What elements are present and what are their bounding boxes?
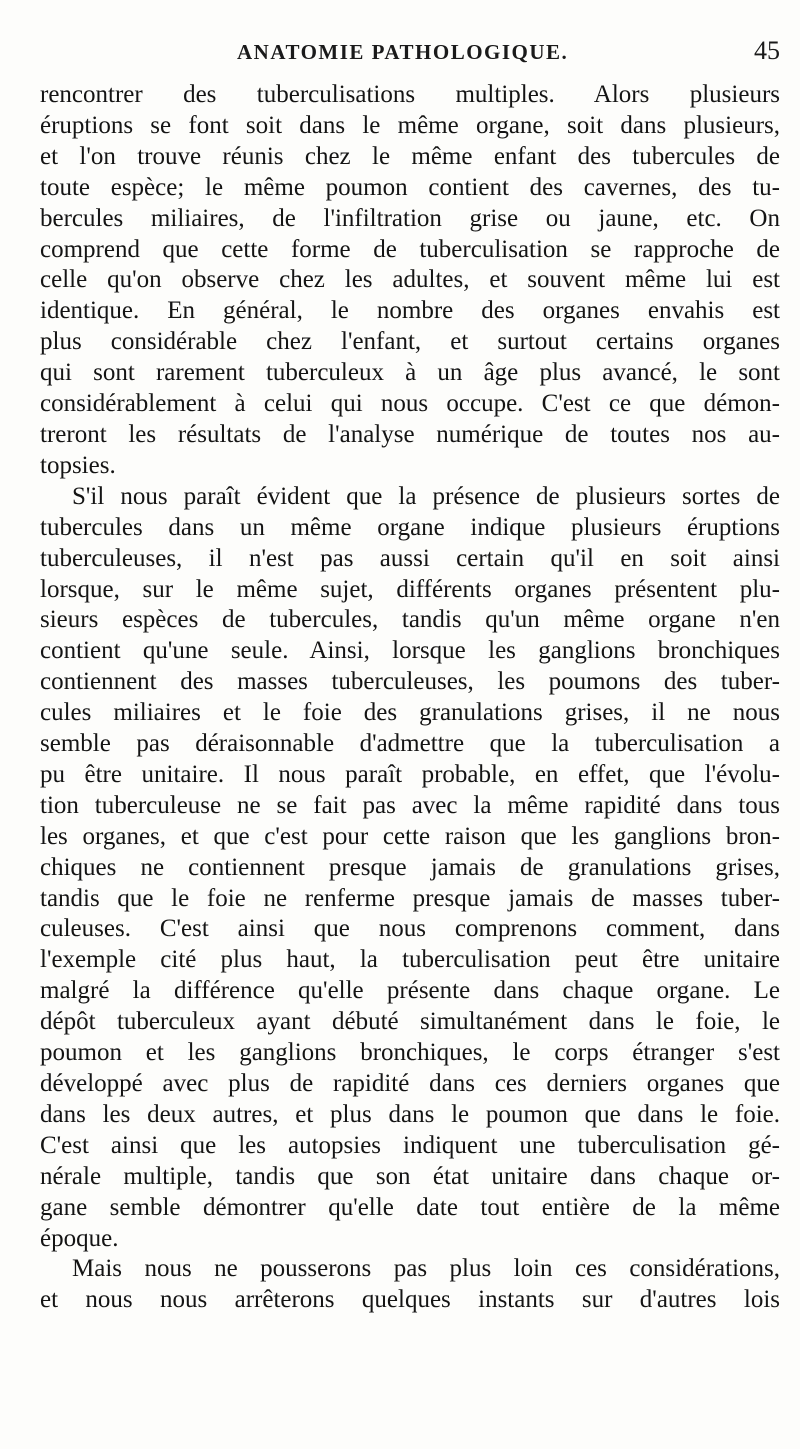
text-line: contiennent des masses tuberculeuses, les poumons des tuber- [40,668,780,696]
text-line: développé avec plus de rapidité dans ces derniers organes que [40,1070,780,1097]
text-line: contient qu'une seule. Ainsi, lorsque les ganglions bronchiques [40,637,780,665]
body-text [40,80,780,1316]
text-line: treront les résultats de l'analyse numérique de toutes nos au- [40,420,780,448]
text-line: malgré la différence qu'elle présente dans chaque organe. Le [40,977,780,1005]
running-title: ANATOMIE PATHOLOGIQUE. [237,40,569,64]
text-line: rencontrer des tuberculisations multiples. Alors plusieurs [40,81,780,108]
text-line: tion tuberculeuse ne se fait pas avec la même rapidité dans tous [40,791,780,819]
text-line: tubercules dans un même organe indique plusieurs éruptions [40,513,780,541]
text-line: toute espèce; le même poumon contient des cavernes, des tu- [40,173,780,201]
paragraph-2 [40,482,780,1255]
text-line: éruptions se font soit dans le même organe, soit dans plusieurs, [40,111,780,139]
text-line: chiques ne contiennent presque jamais de granulations grises, [40,853,780,881]
text-line: et nous nous arrêterons quelques instants sur d'autres lois [40,1286,780,1314]
text-line: nérale multiple, tandis que son état unitaire dans chaque or- [40,1162,780,1190]
text-line: cules miliaires et le foie des granulations grises, il ne nous [40,699,780,727]
text-line: bercules miliaires, de l'infiltration grise ou jaune, etc. On [40,204,780,232]
text-line: qui sont rarement tuberculeux à un âge plus avancé, le sont [40,359,780,387]
text-line: topsies. [40,451,116,479]
text-line: pu être unitaire. Il nous paraît probable, en effet, que l'évolu- [40,760,780,788]
text-line: sieurs espèces de tubercules, tandis qu'un même organe n'en [40,606,780,634]
paragraph-3 [40,1254,780,1316]
text-line: celle qu'on observe chez les adultes, et souvent même lui est [40,266,780,294]
text-line: poumon et les ganglions bronchiques, le corps étranger s'est [40,1039,780,1067]
text-line: S'il nous paraît évident que la présence de plusieurs sortes de [72,482,780,510]
text-line: l'exemple cité plus haut, la tuberculisation peut être unitaire [40,946,780,974]
text-line: plus considérable chez l'enfant, et surtout certains organes [40,328,780,356]
text-line: époque. [40,1224,119,1252]
text-line: Mais nous ne pousserons pas plus loin ces considérations, [72,1255,780,1283]
text-line: identique. En général, le nombre des organes envahis est [40,297,780,325]
text-line: semble pas déraisonnable d'admettre que la tuberculisation a [40,730,780,758]
text-line: culeuses. C'est ainsi que nous comprenons comment, dans [40,915,780,943]
text-line: dépôt tuberculeux ayant débuté simultanément dans le foie, le [40,1008,780,1036]
text-line: considérablement à celui qui nous occupe. C'est ce que démon- [40,390,780,418]
text-line: les organes, et que c'est pour cette raison que les ganglions bron- [40,822,780,850]
text-line: C'est ainsi que les autopsies indiquent une tuberculisation gé- [40,1131,780,1159]
text-line: lorsque, sur le même sujet, différents organes présentent plu- [40,575,780,603]
text-line: gane semble démontrer qu'elle date tout entière de la même [40,1193,780,1221]
running-head [40,36,780,76]
page-number: 45 [754,36,780,65]
text-line: tandis que le foie ne renferme presque jamais de masses tuber- [40,884,780,912]
paragraph-1 [40,80,780,482]
text-line: comprend que cette forme de tuberculisation se rapproche de [40,235,780,263]
text-line: et l'on trouve réunis chez le même enfant des tubercules de [40,142,780,170]
text-line: tuberculeuses, il n'est pas aussi certain qu'il en soit ainsi [40,544,780,572]
text-line: dans les deux autres, et plus dans le poumon que dans le foie. [40,1100,780,1128]
